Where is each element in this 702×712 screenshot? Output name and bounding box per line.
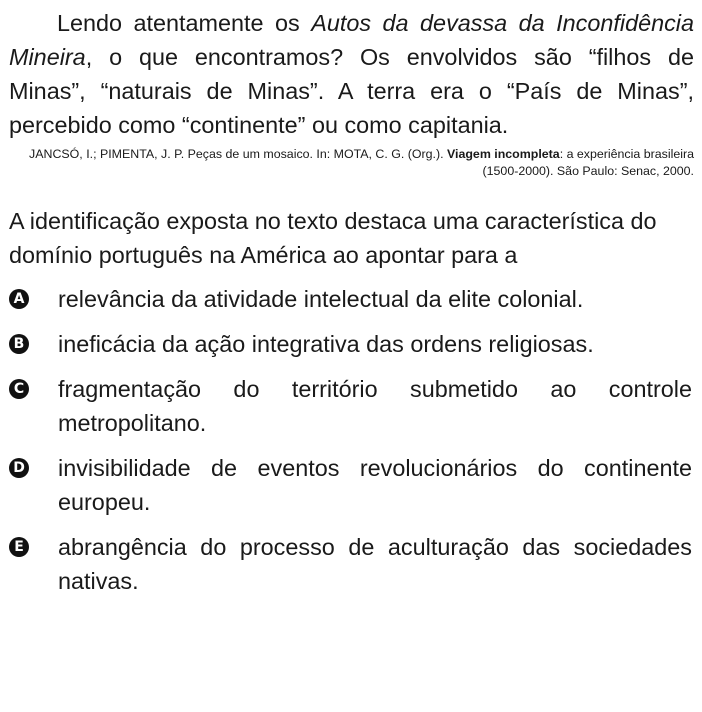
question-stem: A identificação exposta no texto destaca uma característica do domínio português na América ao apontar para a <box>9 208 657 268</box>
option-text: fragmentação do território submetido ao controle metropolitano. <box>58 376 692 436</box>
answer-options <box>9 282 694 598</box>
citation-rest: : a experiência brasileira (1500-2000). São Paulo: Senac, 2000. <box>482 147 694 178</box>
option-letter-badge: A <box>9 289 29 309</box>
option-text: relevância da atividade intelectual da elite colonial. <box>58 286 584 312</box>
option-b[interactable] <box>9 327 694 361</box>
option-text: invisibilidade de eventos revolucionários do continente europeu. <box>58 455 692 515</box>
option-letter-badge: C <box>9 379 29 399</box>
reading-passage <box>9 6 694 142</box>
option-e[interactable] <box>9 530 694 598</box>
option-letter-badge: B <box>9 334 29 354</box>
option-letter-badge: D <box>9 458 29 478</box>
option-c[interactable] <box>9 372 694 440</box>
option-d[interactable] <box>9 451 694 519</box>
option-a[interactable] <box>9 282 694 316</box>
citation-book-title: Viagem incompleta <box>446 147 560 161</box>
citation-authors: JANCSÓ, I.; PIMENTA, J. P. Peças de um mosaico. In: MOTA, C. G. (Org.). <box>29 147 447 161</box>
passage-rest: , o que encontramos? Os envolvidos são “filhos de Minas”, “naturais de Minas”. A terra era o “País de Minas”, percebido como “continente” ou como capitania. <box>9 44 694 138</box>
option-text: ineficácia da ação integrativa das ordens religiosas. <box>58 331 594 357</box>
passage-work-title: Autos da devassa da Inconfidência Mineira <box>9 10 694 70</box>
source-citation <box>9 146 694 180</box>
passage-intro: Lendo atentamente os <box>57 10 312 36</box>
option-letter-badge: E <box>9 537 29 557</box>
option-text: abrangência do processo de aculturação das sociedades nativas. <box>58 534 692 594</box>
